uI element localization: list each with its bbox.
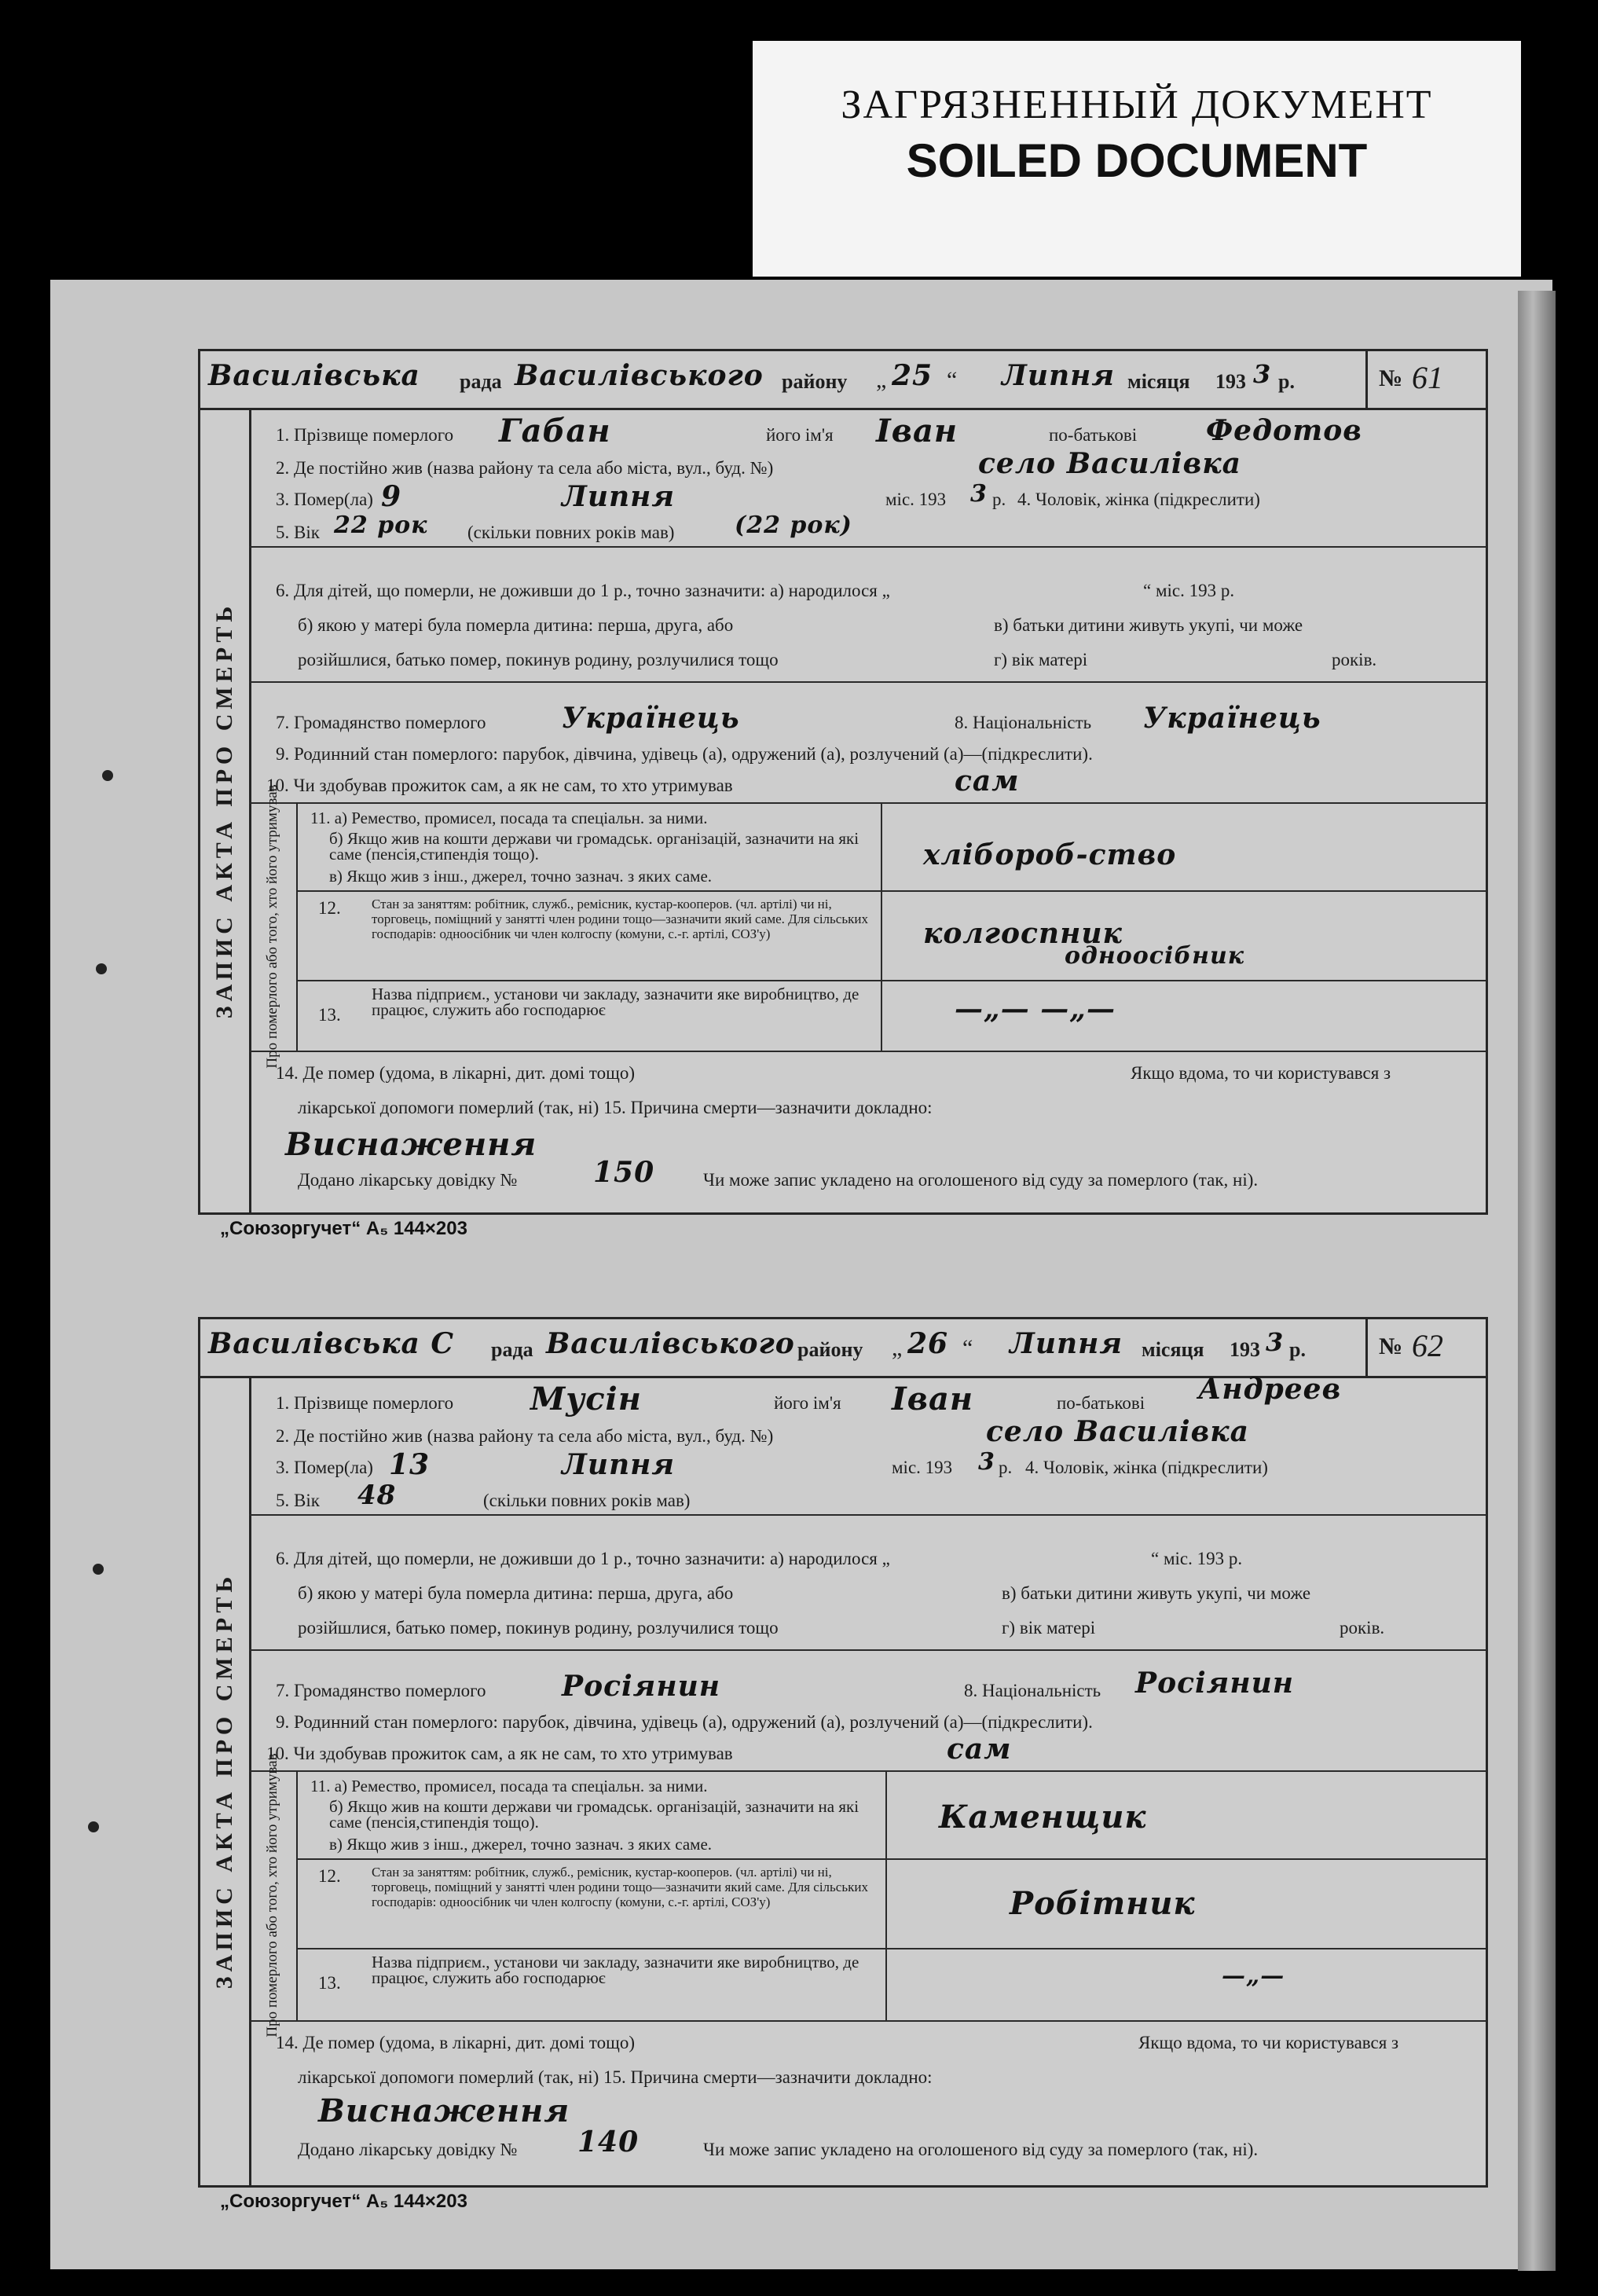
field-occ-11-value: Каменщик (939, 1799, 1147, 1836)
record-month: Липня (1002, 359, 1116, 392)
field-place-label: 14. Де помер (удома, в лікарні, дит. домі тощо) (276, 1063, 636, 1083)
field-court-label: Чи може запис укладено на оголошеного від суду за померлого (так, ні). (703, 1170, 1259, 1190)
field-certificate: 150 (593, 1156, 655, 1189)
field-child-label-c3: років. (1332, 650, 1377, 669)
field-death-day: 13 (389, 1448, 431, 1481)
field-support: сам (955, 765, 1020, 798)
field-age-label: 5. Вік (276, 523, 320, 542)
field-surname-label: 1. Прізвище померлого (276, 1393, 454, 1413)
field-child-label-c2: г) вік матері (1002, 1618, 1096, 1638)
field-death-month: Липня (562, 1448, 676, 1481)
record-number-box (1365, 1319, 1486, 1376)
field-death-year-digit: 3 (978, 1448, 995, 1476)
field-citizenship: Росіянин (562, 1670, 720, 1703)
field-child-label-b2: в) батьки дитини живуть укупі, чи може (994, 615, 1303, 635)
record-number: 61 (1412, 360, 1443, 395)
record-number: 62 (1412, 1328, 1443, 1363)
field-death-year-label: міс. 193 (885, 490, 947, 509)
field-child-label-a: 6. Для дітей, що померли, не доживши до 1 р., точно зазначити: а) народилося „ (276, 1549, 890, 1568)
field-death-month: Липня (562, 480, 676, 513)
field-certificate-label: Додано лікарську довідку № (298, 1170, 518, 1190)
soiled-document-stamp (753, 41, 1521, 277)
field-name-label: його ім'я (774, 1393, 841, 1413)
field-year-r: р. (992, 490, 1006, 509)
field-residence-label: 2. Де постійно жив (назва району та села або міста, вул., буд. №) (276, 1426, 774, 1446)
field-occ-11a: 11. а) Ремество, промисел, посада та спеціальн. за ними. (310, 1777, 708, 1795)
field-death-day: 9 (381, 480, 402, 513)
field-death-year-digit: 3 (970, 480, 988, 508)
field-citizenship-label: 7. Громадянство померлого (276, 1681, 486, 1700)
side-title: ЗАПИС АКТА ПРО СМЕРТЬ (211, 1572, 237, 1990)
field-occ-13-num: 13. (318, 1973, 341, 1993)
year-digit: 3 (1266, 1327, 1285, 1357)
record-day: 25 (892, 359, 933, 392)
field-year-r: р. (999, 1458, 1013, 1477)
field-occ-11c: в) Якщо жив з інш., джерел, точно зазнач. з яких саме. (329, 1835, 713, 1854)
punch-hole (88, 1821, 99, 1832)
record-day: 26 (907, 1327, 949, 1360)
field-citizenship-label: 7. Громадянство померлого (276, 713, 486, 732)
rada-name: Василівська С (208, 1327, 455, 1360)
field-sex-label: 4. Чоловік, жінка (підкреслити) (1017, 490, 1260, 509)
record-month: Липня (1010, 1327, 1123, 1360)
field-residence-label: 2. Де постійно жив (назва району та села або міста, вул., буд. №) (276, 458, 774, 478)
field-support-label: 10. Чи здобував прожиток сам, а як не сам, то хто утримував (266, 1744, 733, 1763)
form-footer-2: „Союзоргучет“ А₅ 144×203 (220, 2191, 467, 2212)
side-title: ЗАПИС АКТА ПРО СМЕРТЬ (211, 601, 237, 1019)
year-prefix: 193 (1230, 1338, 1260, 1361)
field-name: Іван (892, 1381, 974, 1418)
year-suffix: р. (1278, 370, 1295, 393)
field-child-label-b: б) якою у матері була померла дитина: перша, друга, або (298, 615, 734, 635)
field-occ-13: Назва підприєм., установи чи закладу, зазначити яке виробництво, де працює, служить або господарює (372, 985, 859, 1019)
field-surname-label: 1. Прізвище померлого (276, 425, 454, 445)
field-occ-12: Стан за заняттям: робітник, служб., ремісник, кустар-кооперов. (чл. артілі) чи ні, торговець, поміщний у занятті член родини тощо—зазначити який саме. Для сільських господарів: одноосібник чи член колгоспу (комуни, с.-г. артілі, СОЗ'у) (372, 1865, 868, 1909)
raion-label: району (797, 1338, 863, 1361)
field-surname: Габан (499, 413, 611, 449)
field-patronymic: Андреев (1198, 1373, 1342, 1406)
raion-name: Василівського (515, 359, 764, 392)
field-child-label-b: б) якою у матері була померла дитина: перша, друга, або (298, 1583, 734, 1603)
field-name: Іван (876, 413, 958, 449)
raion-name: Василівського (546, 1327, 795, 1360)
field-patronymic: Федотов (1206, 414, 1362, 447)
punch-hole (93, 1564, 104, 1575)
form-header: Василівська С рада Василівського району „ 26 “ Липня місяця 193 3 р. № 62 (200, 1319, 1486, 1378)
form-footer-1: „Союзоргучет“ А₅ 144×203 (220, 1218, 467, 1239)
subject-column (249, 1753, 298, 2037)
month-label: місяця (1142, 1338, 1204, 1361)
field-death-label: 3. Помер(ла) (276, 1458, 373, 1477)
field-occ-13-value: —„— —„— (955, 992, 1116, 1025)
field-nationality: Українець (1143, 702, 1321, 735)
field-child-label-a: 6. Для дітей, що померли, не доживши до 1 р., точно зазначити: а) народилося „ (276, 581, 890, 600)
subject-column-title: Про померлого або того, хто його утримував (264, 1753, 280, 2037)
field-certificate-label: Додано лікарську довідку № (298, 2140, 518, 2159)
field-child-label-c3: років. (1340, 1618, 1385, 1638)
side-title-column (200, 1376, 251, 2185)
field-occ-12-value-a: колгоспник (923, 917, 1123, 950)
field-occ-11b: б) Якщо жив на кошти держави чи громадськ. організацій, зазначити на які саме (пенсія,стипендія тощо). (329, 829, 859, 864)
field-patronymic-label: по-батькові (1057, 1393, 1145, 1413)
field-child-label-c: розійшлися, батько помер, покинув родину, розлучилися тощо (298, 650, 779, 669)
death-record-form-2 (198, 1317, 1488, 2188)
stamp-english-text: SOILED DOCUMENT (906, 134, 1368, 187)
field-certificate: 140 (577, 2125, 640, 2158)
field-nationality: Росіянин (1135, 1667, 1294, 1700)
field-age-words: (22 рок) (735, 512, 852, 539)
field-age: 22 рок (334, 512, 428, 539)
field-age-label: 5. Вік (276, 1491, 320, 1510)
field-cause-label: лікарської допомоги померлий (так, ні) 15. Причина смерти—зазначити докладно: (298, 1098, 933, 1117)
field-sex-label: 4. Чоловік, жінка (підкреслити) (1025, 1458, 1268, 1477)
sheet-edge (1518, 291, 1556, 2271)
field-occ-13: Назва підприєм., установи чи закладу, зазначити яке виробництво, де працює, служить або господарює (372, 1953, 859, 1987)
field-child-label-b2: в) батьки дитини живуть укупі, чи може (1002, 1583, 1311, 1603)
field-place-label: 14. Де помер (удома, в лікарні, дит. домі тощо) (276, 2033, 636, 2052)
punch-hole (102, 770, 113, 781)
field-age-note: (скільки повних років мав) (483, 1491, 691, 1510)
field-court-label: Чи може запис укладено на оголошеного від суду за померлого (так, ні). (703, 2140, 1259, 2159)
year-prefix: 193 (1215, 370, 1246, 393)
field-child-label-c2: г) вік матері (994, 650, 1088, 669)
field-occ-12: Стан за заняттям: робітник, служб., ремісник, кустар-кооперов. (чл. артілі) чи ні, торговець, поміщний у занятті член родини тощо—зазначити який саме. Для сільських господарів: одноосібник чи член колгоспу (комуни, с.-г. артілі, СОЗ'у) (372, 897, 868, 941)
field-residence: село Василівка (978, 447, 1241, 480)
field-occ-13-num: 13. (318, 1005, 341, 1025)
record-number-box (1365, 351, 1486, 408)
field-occ-12-value-b: одноосібник (1065, 942, 1245, 970)
field-occ-12-num: 12. (318, 1866, 341, 1886)
month-label: місяця (1127, 370, 1190, 393)
field-name-label: його ім'я (766, 425, 834, 445)
subject-column (249, 784, 298, 1069)
death-record-form-1 (198, 349, 1488, 1215)
side-title-column (200, 408, 251, 1212)
field-patronymic-label: по-батькові (1049, 425, 1138, 445)
field-nationality-label: 8. Національність (955, 713, 1092, 732)
rada-name: Василівська (208, 359, 420, 392)
number-label: № (1379, 1333, 1403, 1359)
field-age: 48 (357, 1480, 397, 1511)
field-occ-12-num: 12. (318, 898, 341, 918)
field-child-label-a2: “ міс. 193 р. (1143, 581, 1235, 600)
field-nationality-label: 8. Національність (964, 1681, 1101, 1700)
field-death-year-label: міс. 193 (892, 1458, 953, 1477)
field-cause: Виснаження (318, 2092, 570, 2129)
field-marital-label: 9. Родинний стан померлого: парубок, дівчина, удівець (а), одружений (а), розлучений (а)—(підкреслити). (276, 744, 1093, 764)
rada-label: рада (491, 1338, 533, 1361)
field-support-label: 10. Чи здобував прожиток сам, а як не сам, то хто утримував (266, 776, 733, 795)
stamp-russian-text: ЗАГРЯЗНЕННЫЙ ДОКУМЕНТ (841, 83, 1433, 127)
field-surname: Мусін (530, 1381, 642, 1418)
field-support: сам (947, 1733, 1012, 1766)
field-place-label-b: Якщо вдома, то чи користувався з (1131, 1063, 1391, 1083)
field-death-label: 3. Помер(ла) (276, 490, 373, 509)
field-place-label-b: Якщо вдома, то чи користувався з (1138, 2033, 1399, 2052)
field-citizenship: Українець (562, 702, 740, 735)
field-cause-label: лікарської допомоги померлий (так, ні) 15. Причина смерти—зазначити докладно: (298, 2067, 933, 2087)
number-label: № (1379, 365, 1403, 391)
field-occ-13-value: —„— (1222, 1962, 1285, 1990)
form-header: Василівська рада Василівського району „ 25 “ Липня місяця 193 3 р. № 61 (200, 351, 1486, 410)
field-residence: село Василівка (986, 1415, 1249, 1448)
field-marital-label: 9. Родинний стан померлого: парубок, дівчина, удівець (а), одружений (а), розлучений (а)—(підкреслити). (276, 1712, 1093, 1732)
field-cause: Виснаження (285, 1126, 537, 1163)
raion-label: району (782, 370, 848, 393)
field-occ-11-value: хлібороб-ство (923, 838, 1177, 871)
field-age-note: (скільки повних років мав) (467, 523, 675, 542)
punch-hole (96, 963, 107, 974)
field-occ-11b: б) Якщо жив на кошти держави чи громадськ. організацій, зазначити на які саме (пенсія,стипендія тощо). (329, 1797, 859, 1832)
field-occ-11a: 11. а) Ремество, промисел, посада та спеціальн. за ними. (310, 809, 708, 827)
field-occ-12-value-b: Робітник (1010, 1885, 1196, 1922)
rada-label: рада (460, 370, 502, 393)
year-suffix: р. (1289, 1338, 1306, 1361)
subject-column-title: Про померлого або того, хто його утримував (264, 784, 280, 1069)
field-occ-11c: в) Якщо жив з інш., джерел, точно зазнач. з яких саме. (329, 867, 713, 886)
field-child-label-a2: “ міс. 193 р. (1151, 1549, 1243, 1568)
year-digit: 3 (1253, 359, 1272, 389)
field-child-label-c: розійшлися, батько помер, покинув родину, розлучилися тощо (298, 1618, 779, 1638)
